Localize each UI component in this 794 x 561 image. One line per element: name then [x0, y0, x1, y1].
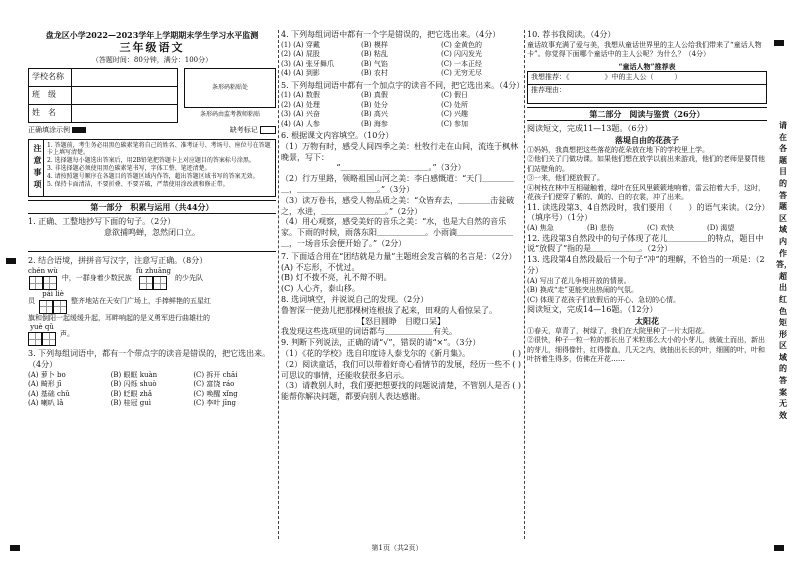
option[interactable]: (A) 基础 chǔ	[28, 389, 70, 398]
q10-text: 童话故事充满了爱与美，我想从童话世界里的主人公给我们带来了“童话人物卡”。你觉得下面哪个童话中的主人公呢？为什么？（4分）	[527, 40, 762, 59]
option[interactable]: (1) (A) 穿戴	[281, 40, 320, 49]
page-number: 第1页（共2页）	[371, 543, 423, 552]
option[interactable]: (A) 喇叭 lǎ	[28, 399, 64, 408]
option[interactable]: (A) 焦急	[527, 224, 554, 233]
q13-option[interactable]: (A) 写出了花儿争相开放的情景。	[527, 276, 631, 285]
q8-words[interactable]: 【怒目圆睁 目瞪口呆】	[357, 316, 445, 326]
option[interactable]: (C) 拆开 chāi	[193, 371, 238, 380]
barcode-area	[184, 68, 276, 123]
q2-row1	[28, 267, 276, 290]
option[interactable]: (C) 假日	[441, 91, 469, 100]
q9-item: （1）《花的学校》选自印度诗人泰戈尔的《新月集》。	[281, 349, 471, 359]
example-row	[28, 126, 276, 135]
option[interactable]: (3) (A) 兴奋	[281, 110, 320, 119]
q12-prompt[interactable]: 12. 选段第3自然段中的句子体现了花儿＿＿＿＿＿的特点，题目中说“放假了”指的是＿＿＿＿＿＿。（2分）	[527, 233, 764, 254]
q13-option[interactable]: (C) 体现了花孩子们放假后的开心、急切的心情。	[527, 295, 681, 304]
part2-title: 第二部分 阅读与鉴赏（26分）	[527, 107, 767, 122]
exam-info: （答题时间：80分钟，满分：100分）	[91, 55, 213, 64]
q9-mark[interactable]: ( )	[512, 381, 521, 391]
q6-prompt: 6. 根据课文内容填空。（10分）	[281, 131, 394, 141]
card-row[interactable]: 推荐理由：	[528, 84, 767, 103]
barcode-sub: 条形码由监考教师粘贴	[199, 111, 260, 119]
read2-paragraph: ②很快，种子一粒一粒的都长出了米粒那么大小的小芽儿，就破土而出，新出的芽儿，细得像针，红得像血，几天之内，就抽出长长的叶，细圆的叶，叶和叶挤着生得多，仿佛在开花……	[527, 336, 765, 363]
option[interactable]: (B) 模样	[361, 40, 388, 49]
q9-mark[interactable]: ( )	[512, 359, 521, 369]
q3-prompt: 3. 下列每组词语中，都有一个带点字的读音是错误的，把它选出来。（4分）	[28, 349, 271, 370]
option[interactable]: (B) 海参	[361, 119, 388, 128]
q6-item: （1）万物有时，感受人间四季之美：杜牧行走在山间，流连于枫林晚景，写下：	[281, 141, 519, 162]
option[interactable]: (B) 桂冠 guì	[110, 399, 151, 408]
pinyin-group	[28, 323, 56, 346]
q6-item[interactable]: “＿＿＿＿＿＿＿＿＿＿＿。”（3分）	[336, 163, 466, 173]
char-box[interactable]	[42, 332, 56, 346]
q11-sub: （填序号）（1分）	[527, 213, 593, 223]
char-box[interactable]	[53, 300, 67, 314]
q7-option[interactable]: (C) 人心齐，泰山移。	[281, 284, 360, 294]
option[interactable]: (B) 悲伤	[587, 224, 614, 233]
pinyin-group	[136, 267, 171, 290]
example-label: 正确填涂示例	[28, 126, 86, 135]
pinyin-group	[28, 267, 58, 290]
read1-paragraph: ②他们关了门做功课。如果他们想在放学以前出来游戏，他们的老师是要罚他们站壁角的。	[527, 155, 765, 173]
char-box[interactable]	[29, 276, 43, 290]
vertical-note: 请在各题目的答题区域内作答，超出红色矩形区域的答案无效	[776, 120, 792, 420]
q5-options	[281, 91, 521, 129]
read2-title: 太阳花	[635, 315, 659, 326]
note-item: 1. 答题前，考生务必用黑色碳素笔将自己的姓名、准考证号、考场号、座位号在答题卡上填写清楚。	[47, 141, 271, 157]
filled-example-icon	[72, 127, 86, 133]
page-title: 三年级语文	[119, 40, 185, 54]
option[interactable]: (C) 闪闪发光	[441, 50, 483, 59]
recommend-card	[527, 71, 767, 103]
q13-option[interactable]: (B) 换成“走”更能突出热闹的气氛。	[527, 286, 638, 295]
q2-text: 中，一群身着少数民族	[61, 273, 132, 282]
option[interactable]: (B) 处分	[361, 100, 388, 109]
q2-row2	[28, 290, 276, 313]
column-divider	[524, 30, 525, 539]
q2-text: 声。	[60, 330, 74, 339]
option[interactable]: (C) 兴趣	[441, 110, 469, 119]
read2-paragraph: ①春天，草青了，树绿了，我们在大院里种了一片太阳花。	[527, 326, 709, 335]
q8-after[interactable]: 我发现这些选项里的词语都与＿＿＿＿＿＿有关。	[281, 327, 457, 337]
option[interactable]: (1) (A) 数假	[281, 91, 320, 100]
option[interactable]: (D) 渴望	[707, 224, 735, 233]
q11-options	[527, 224, 767, 233]
barcode-box	[184, 68, 276, 108]
q6-item[interactable]: （2）行万里路，领略祖国山河之美：李白感慨道：“天门＿＿＿＿＿，＿＿＿＿＿＿＿＿＿＿。”（3分）	[281, 174, 515, 195]
option[interactable]: (B) 眼眶 kuàn	[110, 371, 158, 380]
q9-mark[interactable]: ( )	[512, 349, 521, 359]
option[interactable]: (A) 畸形 jī	[28, 380, 62, 389]
char-box[interactable]	[28, 332, 42, 346]
card-title: “童话人物”推荐表	[618, 61, 676, 71]
note-item: 4. 请按照题号顺序在各题目的答题区域内作答，超出答题区域书写的答案无效。	[47, 172, 259, 180]
q2-text: 旗和倒阳一起缓缓升起，耳畔响起的是义勇军进行曲雄壮的	[28, 313, 210, 322]
option[interactable]: (C) 唤醒 xǐng	[193, 389, 238, 398]
notes-box	[28, 139, 276, 197]
q1-sentence: 意欲捕鸣蝉，忽然闭口立。	[104, 228, 200, 238]
option[interactable]: (B) 农村	[361, 69, 388, 78]
barcode-label: 条形码粘贴处	[211, 84, 248, 92]
option[interactable]: (B) 眨眼 zhǎ	[110, 389, 153, 398]
column-2	[281, 30, 525, 541]
notes-body	[44, 140, 275, 196]
read1-title: 落堤自由的花孩子	[615, 135, 679, 146]
option[interactable]: (4) (A) 到影	[281, 69, 320, 78]
info-block	[28, 68, 276, 123]
option[interactable]: (4) (A) 人参	[281, 119, 320, 128]
option[interactable]: (C) 李叶 jīng	[193, 399, 236, 408]
q7-option[interactable]: (B) 灯不拨不亮，礼不辩不明。	[281, 273, 392, 283]
note-item: 5. 保持卡面清洁，不要折叠、不要弄破，严禁使用涂改液和修正带。	[47, 180, 229, 188]
option[interactable]: (2) (A) 处理	[281, 100, 320, 109]
option[interactable]: (C) 一本正经	[441, 59, 483, 68]
q13-prompt: 13. 选段第4自然段最后一个句子“冲”的理解，不恰当的一项是：（2分）	[527, 255, 765, 275]
q1-prompt: 1. 正确、工整地抄写下面的句子。（2分）	[28, 217, 176, 227]
q11-prompt: 11. 读选段第3、4自然段时，我们要用（ ）的语气来读。（2分）	[527, 202, 770, 212]
school-line: 盘龙区小学2022—2023学年上学期期末学生学习水平监测	[45, 30, 259, 40]
option[interactable]: (C) 金黄色的	[441, 40, 483, 49]
read1-paragraph: ①妈妈，我真想把这些落花的花朵放在地下的学校里上学。	[527, 145, 709, 154]
absent-checkbox[interactable]	[260, 126, 276, 134]
q8-prompt: 8. 选词填空，并说说自己的发现。（2分）	[281, 295, 429, 305]
pinyin-text: pái liè	[42, 290, 64, 299]
option[interactable]: (2) (A) 屁股	[281, 50, 320, 59]
option[interactable]: (B) 闪烁 shuò	[110, 380, 157, 389]
read2-intro: 阅读短文，完成14—16题。（12分）	[527, 305, 658, 315]
school-label: 学校名称	[29, 69, 72, 87]
pinyin-text: fù zhuāng	[135, 266, 172, 275]
option[interactable]: (B) 真假	[361, 91, 388, 100]
read1-intro: 阅读短文，完成11—13题。（6分）	[527, 124, 653, 134]
part1-title: 第一部分 积累与运用（共44分）	[28, 200, 276, 215]
q2-text: 整齐地站在天安门广场上，手捧鲜艳的五星红	[71, 297, 211, 306]
school-field[interactable]	[72, 69, 178, 87]
q9-item: （2）阅读童话，我们可以带着好奇心看情节的发展，经历一些不可思议的事情，还能收获很多启示。	[281, 359, 511, 380]
q9-row	[281, 381, 521, 403]
read1-paragraph: ③一来，他们便放假了。	[527, 174, 604, 183]
option[interactable]: (C) 富饶 ráo	[193, 380, 235, 389]
notes-title: 注意事项	[29, 140, 44, 196]
q5-prompt: 5. 下列每组词语中都有一个加点字的读音不同，把它选出来。（4分）	[281, 80, 525, 90]
option[interactable]: (C) 欢快	[647, 224, 675, 233]
pinyin-text: chén wù	[28, 266, 58, 275]
column-1	[28, 30, 276, 541]
option[interactable]: (C) 处所	[441, 100, 469, 109]
note-item: 3. 非选择题必须使用黑色碳素笔书写，字体工整、笔迹清楚。	[47, 164, 211, 172]
q9-row	[281, 360, 521, 382]
card-row[interactable]: 我想推荐：《 》中的主人公（ ）	[528, 72, 767, 84]
option[interactable]: (B) 气馅	[361, 59, 388, 68]
q4-prompt: 4. 下列每组词语中都有一个字是错误的，把它选出来。（4分）	[281, 30, 501, 39]
alignment-mark	[6, 258, 16, 264]
column-3	[527, 30, 770, 541]
q8-text: 鲁智深一使劲儿把那棵树连根拔了起来，田观的人看惊呆了。	[281, 305, 497, 315]
pinyin-group	[39, 290, 67, 313]
name-label: 姓 名	[29, 105, 72, 123]
option[interactable]: (C) 参加	[441, 119, 469, 128]
q7-option[interactable]: (A) 不忘形，不忧过。	[281, 262, 360, 272]
option[interactable]: (C) 无穷无尽	[441, 69, 483, 78]
q9-prompt: 9. 判断下列说法，正确的请“√”，错误的请“×”。（3分）	[281, 338, 481, 348]
q9-item: （3）请教别人时，我们要把想要找的问题说清楚，不管别人是否能帮你解决问题，都要向别人表达感谢。	[281, 381, 511, 402]
q9-row	[281, 349, 521, 360]
q2-row3	[28, 323, 276, 346]
char-box[interactable]	[39, 300, 53, 314]
q6-item[interactable]: （3）读万卷书，感受人物品质之美：“众皆弃去，＿＿＿＿击瓮破之，水进，＿＿＿＿＿＿＿＿。”（2分）	[281, 195, 515, 216]
q7-prompt: 7. 下面适合用在“团结就是力量”主题班会发言稿的名言是：（2分）	[281, 251, 517, 261]
option[interactable]: (3) (A) 张牙舞爪	[281, 59, 334, 68]
note-item: 2. 选择题每小题选出答案后，用2B铅笔把答题卡上对应题目的答案标号涂黑。	[47, 157, 255, 165]
pinyin-text: yuè qǔ	[30, 323, 54, 332]
q3-options	[28, 371, 276, 409]
char-box[interactable]	[43, 276, 57, 290]
class-field[interactable]	[72, 87, 178, 105]
q2-text: 员	[28, 297, 35, 306]
option[interactable]: (B) 高兴	[361, 110, 388, 119]
column-divider	[278, 30, 279, 539]
name-field[interactable]	[72, 105, 178, 123]
char-box[interactable]	[139, 276, 153, 290]
q4-options	[281, 41, 521, 79]
q2-text: 的少先队	[175, 273, 204, 282]
q6-item[interactable]: （4）用心观察，感受美好的音乐之美：“水，也是大自然的音乐家。下雨的时候，雨落东阳＿＿＿＿＿＿。小雨滴＿＿＿＿＿＿＿＿，一场音乐会便开始了。”（2分）	[281, 217, 513, 249]
option[interactable]: (A) 萝卜 bo	[28, 371, 66, 380]
class-label: 班 级	[29, 87, 72, 105]
read1-paragraph: ④树枝在林中互相碰触着，绿叶在狂风里簌簌地响着，雷云拍着大手，这时，花孩子们便穿了紫的、黄的、白的衣裳，冲了出来。	[527, 183, 765, 202]
alignment-mark	[774, 40, 784, 46]
char-box[interactable]	[153, 276, 167, 290]
q2-prompt: 2. 结合语境，拼拼音写汉字，注意写正确。（8分）	[28, 255, 208, 265]
option[interactable]: (B) 粘乱	[361, 50, 388, 59]
q1-answer-line[interactable]	[28, 241, 276, 252]
absent-label: 缺考标记	[230, 126, 276, 135]
q10-prompt: 10. 荐书我阅读。（4分）	[527, 30, 616, 39]
info-table	[28, 68, 178, 123]
